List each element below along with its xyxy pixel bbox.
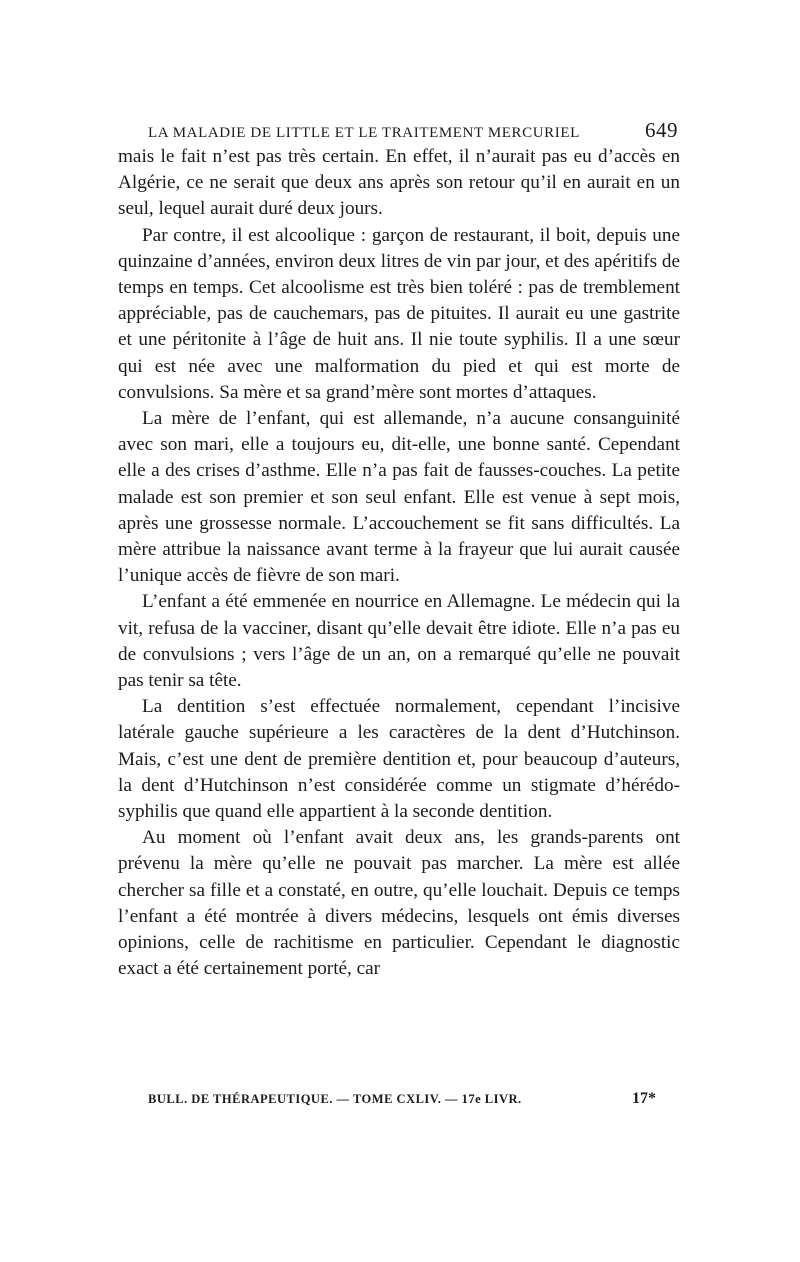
paragraph: La dentition s’est effectuée normalement, cependant l’incisive latérale gauche supérieure a les caractères de la dent d’Hutchinson. Mais, c’est une dent de première dentition et, pour beaucoup d’auteurs, la dent d’Hutchinson n’est considérée comme un stigmate d’hérédo-syphilis que quand elle appartient à la seconde dentition. xyxy=(118,696,680,823)
paragraph: L’enfant a été emmenée en nourrice en Allemagne. Le médecin qui la vit, refusa de la vacciner, disant qu’elle devait être idiote. Elle n’a pas eu de convulsions ; vers l’âge de un an, on a remarqué qu’elle ne pouvait pas tenir sa tête. xyxy=(118,591,680,692)
running-header xyxy=(148,118,678,143)
paragraph: Au moment où l’enfant avait deux ans, les grands-parents ont prévenu la mère qu’elle ne pouvait pas marcher. La mère est allée chercher sa fille et a constaté, en outre, qu’elle louchait. Depuis ce temps l’enfant a été montrée à divers médecins, lesquels ont émis diverses opinions, celle de rachitisme en particulier. Cependant le diagnostic exact a été certainement porté, car xyxy=(118,827,680,980)
signature-mark: 17* xyxy=(632,1090,656,1107)
paragraph: mais le fait n’est pas très certain. En effet, il n’aurait pas eu d’accès en Algérie, ce ne serait que deux ans après son retour qu’il en aurait en un seul, lequel aurait duré deux jours. xyxy=(118,146,680,220)
paragraph: Par contre, il est alcoolique : garçon de restaurant, il boit, depuis une quinzaine d’années, environ deux litres de vin par jour, et des apéritifs de temps en temps. Cet alcoolisme est très bien toléré : pas de tremblement appréciable, pas de cauchemars, pas de pituites. Il aurait eu une gastrite et une péritonite à l’âge de huit ans. Il nie toute syphilis. Il a une sœur qui est née avec une malformation du pied et qui est morte de convulsions. Sa mère et sa grand’mère sont mortes d’attaques. xyxy=(118,224,680,403)
running-title: LA MALADIE DE LITTLE ET LE TRAITEMENT MERCURIEL xyxy=(148,125,580,141)
paragraph: La mère de l’enfant, qui est allemande, n’a aucune consanguinité avec son mari, elle a toujours eu, dit-elle, une bonne santé. Cependant elle a des crises d’asthme. Elle n’a pas fait de fausses-couches. La petite malade est son premier et son seul enfant. Elle est venue à sept mois, après une grossesse normale. L’accouchement se fit sans difficultés. La mère attribue la naissance avant terme à la frayeur que lui aurait causée l’unique accès de fièvre de son mari. xyxy=(118,408,680,587)
body-text xyxy=(118,144,680,983)
page-footer xyxy=(148,1090,656,1108)
page-number: 649 xyxy=(645,118,678,142)
signature-line: BULL. DE THÉRAPEUTIQUE. — TOME CXLIV. — 17e LIVR. xyxy=(148,1092,522,1106)
